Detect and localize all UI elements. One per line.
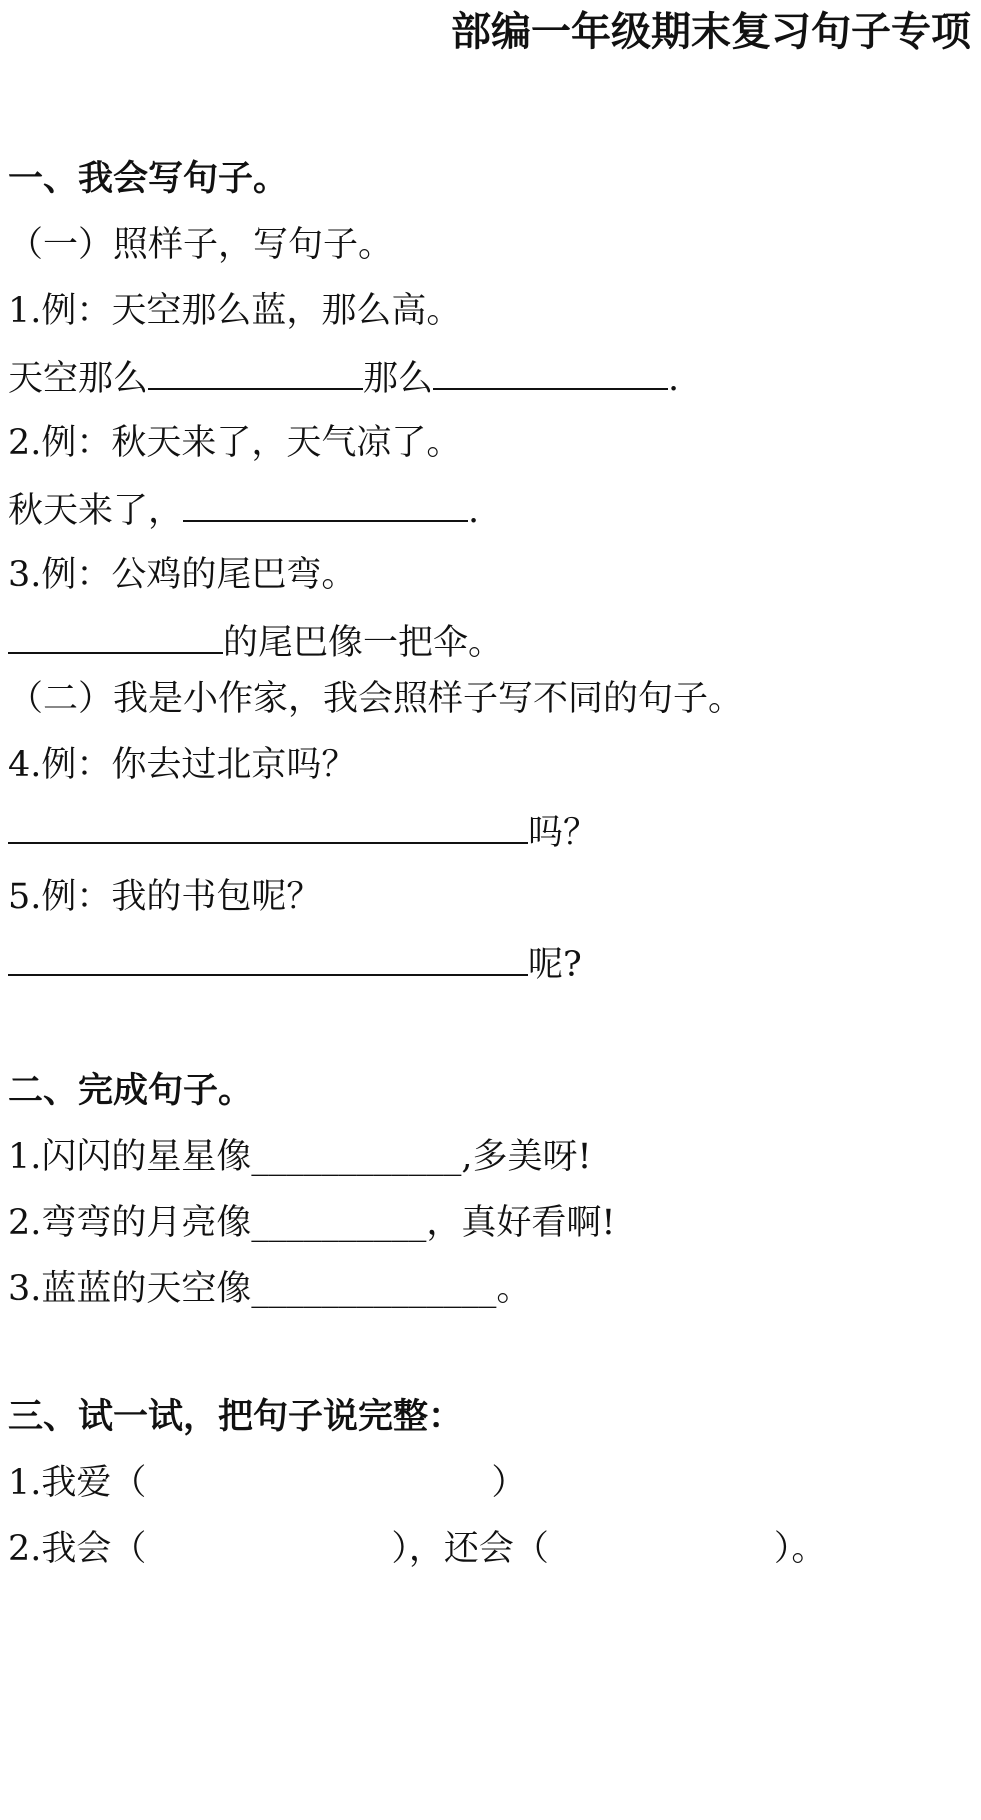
question-3-suffix: 的尾巴像一把伞。 [223,623,504,663]
complete-sentence-3-suffix: 。 [496,1269,532,1309]
question-3-blank[interactable] [8,618,223,654]
say-sentence-2-middle: ），还会（ [391,1529,549,1569]
complete-sentence-2 [8,1200,615,1246]
question-4-suffix: 吗？ [528,813,599,853]
complete-sentence-3-prefix: 3.蓝蓝的天空像 [8,1269,252,1309]
say-sentence-1 [8,1460,526,1506]
say-sentence-1-suffix: ） [491,1463,527,1503]
complete-sentence-2-suffix: ，真好看啊! [426,1203,616,1243]
complete-sentence-3-blank[interactable]: ______________ [251,1269,497,1309]
question-3-example: 3.例：公鸡的尾巴弯。 [8,555,357,595]
part-two-instruction: （二）我是小作家，我会照样子写不同的句子。 [8,679,744,719]
question-3-answer-line [8,618,503,664]
question-5-answer-line [8,940,582,986]
complete-sentence-1-suffix: ,多美呀! [461,1137,592,1177]
question-4-blank[interactable] [8,808,528,844]
section-one-heading: 一、我会写句子。 [8,159,289,199]
question-2-prefix: 秋天来了， [8,491,184,531]
question-1-blank-2[interactable] [433,354,668,390]
question-1-prefix: 天空那么 [8,359,149,399]
say-sentence-2-suffix: ）。 [773,1529,827,1569]
question-5-example: 5.例：我的书包呢？ [8,877,322,917]
question-5-suffix: 呢? [528,945,582,985]
complete-sentence-1-prefix: 1.闪闪的星星像 [8,1137,252,1177]
complete-sentence-2-blank[interactable]: __________ [251,1203,427,1243]
question-4-example: 4.例：你去过北京吗？ [8,745,357,785]
question-4-answer-line [8,808,598,854]
complete-sentence-1 [8,1134,592,1180]
complete-sentence-1-blank[interactable]: ____________ [251,1137,462,1177]
section-two-heading: 二、完成句子。 [8,1071,254,1111]
question-1-answer-line [8,354,679,400]
question-1-end: . [668,359,680,399]
question-1-middle: 那么 [363,359,434,399]
question-1-example: 1.例：天空那么蓝，那么高。 [8,291,462,331]
part-one-instruction: （一）照样子，写句子。 [8,225,394,265]
page-title: 部编一年级期末复习句子专项 [451,9,971,55]
question-1-blank-1[interactable] [148,354,363,390]
complete-sentence-2-prefix: 2.弯弯的月亮像 [8,1203,252,1243]
question-2-example: 2.例：秋天来了，天气凉了。 [8,423,462,463]
complete-sentence-3 [8,1266,531,1312]
question-2-answer-line [8,486,479,532]
say-sentence-2 [8,1526,826,1572]
say-sentence-2-prefix: 2.我会（ [8,1529,147,1569]
section-three-heading: 三、试一试，把句子说完整： [8,1397,464,1437]
question-2-blank[interactable] [183,486,468,522]
question-5-blank[interactable] [8,940,528,976]
question-2-end: . [468,491,480,531]
say-sentence-1-prefix: 1.我爱（ [8,1463,147,1503]
